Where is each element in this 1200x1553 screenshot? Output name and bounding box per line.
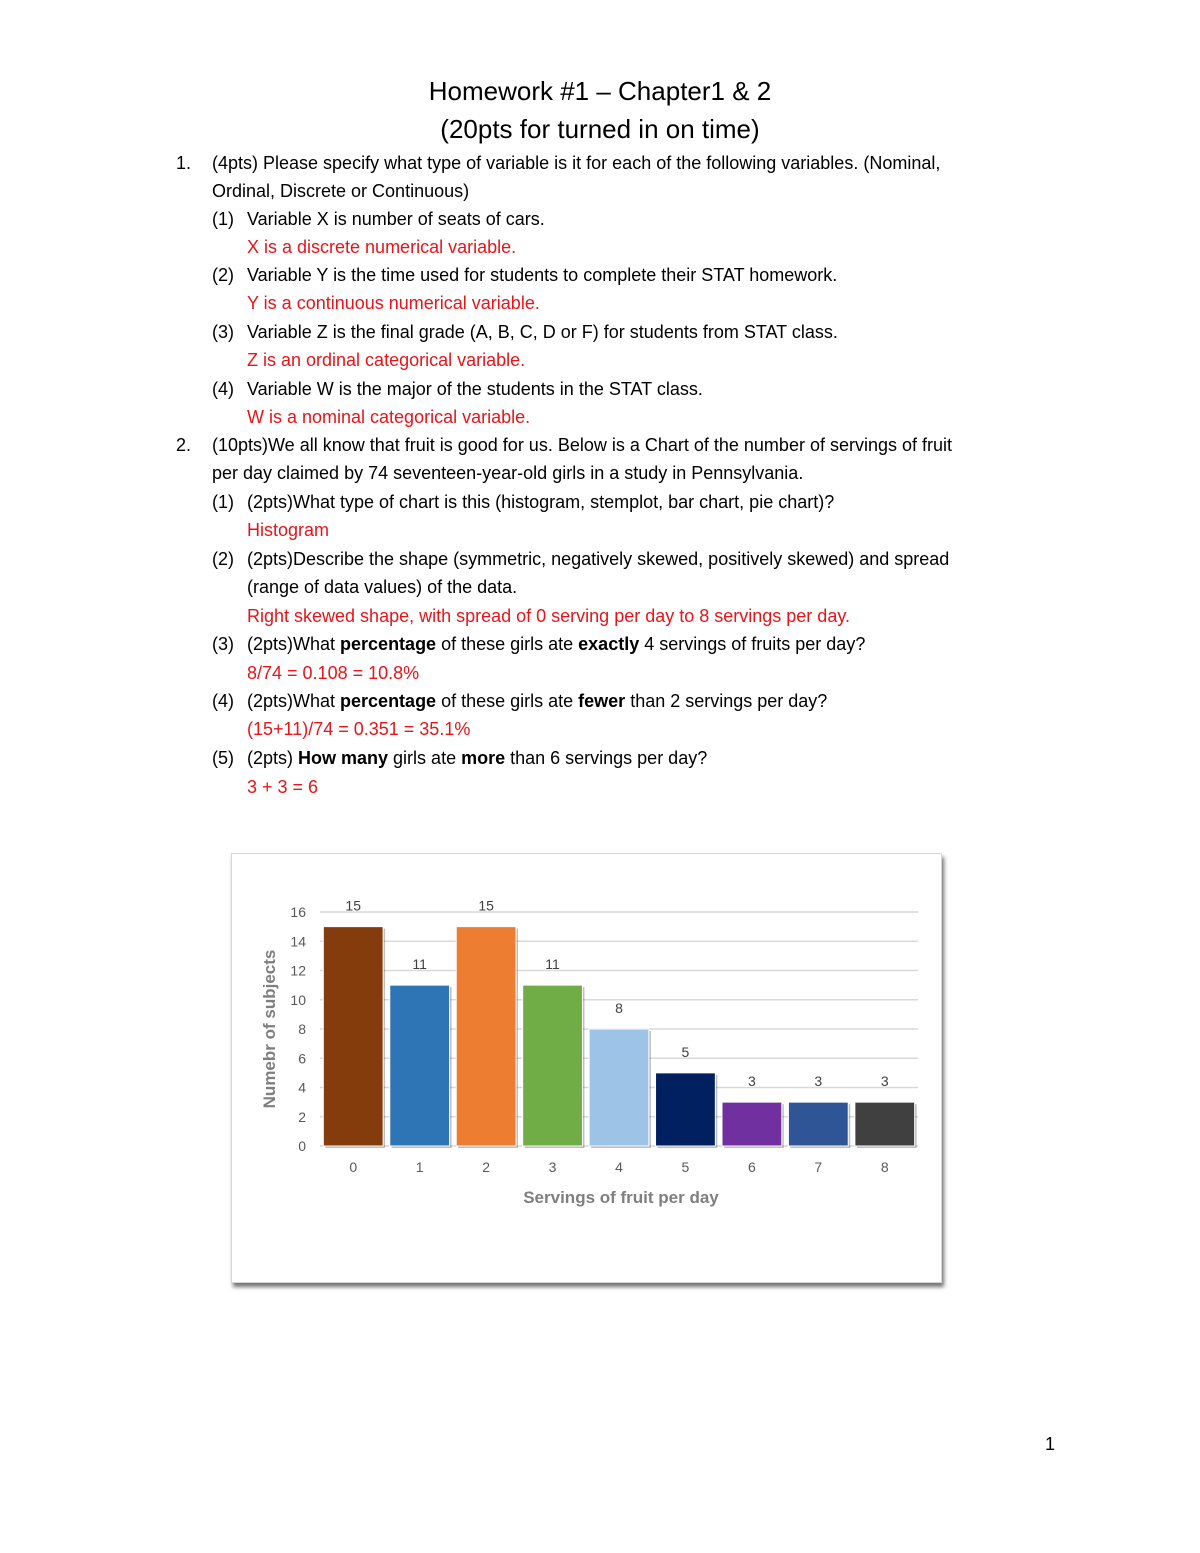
page-subtitle: (20pts for turned in on time): [440, 114, 760, 144]
page-number: 1: [1045, 1434, 1056, 1454]
q2-item-5-answer: 3 + 3 = 6: [247, 777, 319, 797]
y-axis-label: Numebr of subjects: [260, 949, 279, 1109]
q1-number: 1.: [176, 153, 192, 173]
q2-item-1-text: (2pts)What type of chart is this (histogram, stemplot, bar chart, pie chart)?: [247, 492, 835, 512]
x-tick-label: 5: [681, 1159, 690, 1175]
x-tick-label: 1: [415, 1159, 424, 1175]
data-label: 8: [615, 1000, 623, 1016]
q2-item-3-bold-2: exactly: [578, 634, 640, 654]
q1-item-2-text: Variable Y is the time used for students to complete their STAT homework.: [247, 265, 838, 285]
data-label: 11: [545, 956, 560, 973]
q2-item-4-number: (4): [212, 691, 234, 711]
q1-item-2-number: (2): [212, 265, 234, 285]
q1-item-1-text: Variable X is number of seats of cars.: [247, 209, 545, 229]
q1-item-4-answer: W is a nominal categorical variable.: [247, 407, 531, 427]
q2-item-4-bold-2: fewer: [578, 691, 626, 711]
y-tick-label: 10: [290, 991, 306, 1008]
data-label: 3: [814, 1073, 823, 1090]
y-tick-label: 14: [290, 933, 306, 950]
x-tick-label: 3: [548, 1159, 557, 1175]
x-axis-label: Servings of fruit per day: [523, 1188, 719, 1207]
bar-2: [456, 927, 516, 1146]
data-label: 15: [345, 897, 362, 914]
y-tick-label: 4: [298, 1079, 306, 1096]
q1-item-4-text: Variable W is the major of the students in the STAT class.: [247, 379, 703, 399]
y-tick-label: 2: [298, 1108, 306, 1125]
q1-item-1-answer: X is a discrete numerical variable.: [247, 237, 517, 257]
q2-item-3-bold-1: percentage: [340, 634, 437, 654]
fruit-servings-histogram: [232, 854, 941, 1282]
q2-text-line1: (10pts)We all know that fruit is good for us. Below is a Chart of the number of servings of fruit: [212, 435, 953, 455]
y-tick-label: 16: [290, 904, 306, 920]
q1-item-3-number: (3): [212, 322, 234, 342]
q2-item-5-bold-2: more: [461, 748, 506, 768]
bar-6: [722, 1102, 782, 1146]
q1-item-3-text: Variable Z is the final grade (A, B, C, D or F) for students from STAT class.: [247, 322, 838, 342]
q2-item-1-number: (1): [212, 492, 234, 512]
page-title: Homework #1 – Chapter1 & 2: [428, 76, 772, 106]
bar-7: [788, 1102, 848, 1146]
data-label: 3: [747, 1073, 756, 1090]
chart-frame: [231, 853, 942, 1283]
q2-item-4-answer: (15+11)/74 = 0.351 = 35.1%: [247, 719, 471, 739]
data-label: 11: [412, 956, 427, 973]
y-tick-label: 12: [290, 962, 306, 979]
x-tick-label: 8: [880, 1159, 889, 1175]
q2-item-4-bold-1: percentage: [340, 691, 437, 711]
bar-3: [523, 985, 583, 1146]
q2-item-4-text: (2pts)What percentage of these girls ate fewer than 2 servings per day?: [247, 691, 828, 711]
data-label: 15: [478, 897, 494, 914]
q2-item-2-number: (2): [212, 549, 234, 569]
data-label: 5: [681, 1043, 690, 1060]
bar-5: [656, 1073, 716, 1146]
q2-item-3-answer: 8/74 = 0.108 = 10.8%: [247, 663, 420, 683]
x-tick-label: 0: [349, 1159, 358, 1175]
q1-text-line2: Ordinal, Discrete or Continuous): [212, 181, 470, 201]
chart-y-ticks: [290, 904, 306, 1154]
x-tick-label: 6: [747, 1159, 756, 1175]
q1-item-4-number: (4): [212, 379, 234, 399]
q2-item-1-answer: Histogram: [247, 520, 330, 540]
q1-text-line1: (4pts) Please specify what type of variable is it for each of the following variables. (Nominal,: [212, 153, 941, 173]
x-tick-label: 4: [615, 1159, 623, 1175]
q2-item-2-text-line2: (range of data values) of the data.: [247, 577, 518, 597]
x-tick-label: 7: [814, 1159, 823, 1175]
x-tick-label: 2: [482, 1159, 491, 1175]
q1-item-1-number: (1): [212, 209, 234, 229]
y-tick-label: 6: [298, 1050, 306, 1067]
q2-item-5-bold-1: How many: [298, 748, 389, 768]
q1-item-3-answer: Z is an ordinal categorical variable.: [247, 350, 526, 370]
bar-4: [589, 1029, 649, 1146]
q1-item-2-answer: Y is a continuous numerical variable.: [247, 293, 540, 313]
bar-8: [855, 1102, 915, 1146]
q2-item-5-number: (5): [212, 748, 234, 768]
q2-item-5-text: (2pts) How many girls ate more than 6 servings per day?: [247, 748, 708, 768]
chart-x-ticks: [349, 1159, 889, 1175]
q2-item-2-answer: Right skewed shape, with spread of 0 serving per day to 8 servings per day.: [247, 606, 850, 626]
q2-text-line2: per day claimed by 74 seventeen-year-old girls in a study in Pennsylvania.: [212, 463, 804, 483]
q2-item-3-number: (3): [212, 634, 234, 654]
y-tick-label: 0: [298, 1138, 306, 1154]
data-label: 3: [880, 1073, 889, 1090]
bar-0: [323, 927, 383, 1146]
y-tick-label: 8: [298, 1021, 306, 1037]
q2-number: 2.: [176, 435, 192, 455]
q2-item-2-text: (2pts)Describe the shape (symmetric, negatively skewed, positively skewed) and spread: [247, 549, 950, 569]
bar-1: [390, 985, 450, 1146]
q2-item-3-text: (2pts)What percentage of these girls ate exactly 4 servings of fruits per day?: [247, 634, 866, 654]
